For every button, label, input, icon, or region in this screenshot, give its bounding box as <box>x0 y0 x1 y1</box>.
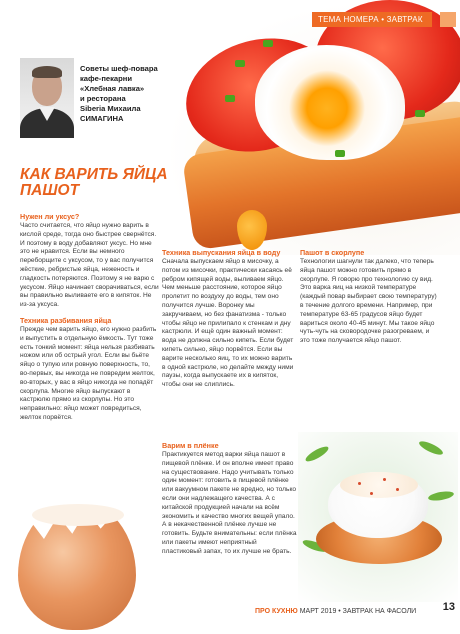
column-middle <box>162 248 297 390</box>
herb-piece <box>263 40 273 47</box>
footer-brand: ПРО КУХНЮ <box>255 608 298 615</box>
section-tag: ТЕМА НОМЕРА • ЗАВТРАК <box>312 12 432 27</box>
hero-photo-egg-toast <box>165 0 460 255</box>
eggshell-photo <box>18 480 136 630</box>
eggshell-inner <box>32 504 124 526</box>
section-text: Часто считается, что яйцо нужно варить в кислой среде, тогда оно быстрее свернётся. И поэтому в воду добавляют уксус. Но мне это не нравится. Если вы немного переборщите с уксусом, то у вас получится жёсткие, ребристые яйца, неженость и гладкость потеряются. Поэтому я не варю с уксусом. Яйцо начинает сворачиваться, если вы правильно выливаете его в кипяток. Не из-за уксуса. <box>20 222 159 309</box>
section-heading: Нужен ли уксус? <box>20 212 80 221</box>
pepper-fleck <box>396 488 399 491</box>
footer-issue: МАРТ 2019 • ЗАВТРАК НА ФАСОЛИ <box>297 608 417 615</box>
section-text: Прежде чем варить яйцо, его нужно разбить и выпустить в отдельную ёмкость. Тут тоже есть тонкий момент: яйца нельзя разбивать ножом или об острый угол. Если вы бьёте яйцо о тупую или ровную поверхность, то, во-первых, вы никогда не повредим желток, во-вторых, у вас в яйцо никогда не попадёт скорлупа. Многие яйцо выпускают в кастрюлю прямо из скорлупы. Но это неправильно: яйцо может повредиться, желток порвётся. <box>20 325 157 421</box>
herb-piece <box>225 95 235 102</box>
section-heading: Пашот в скорлупе <box>300 248 365 257</box>
column-right <box>300 248 440 346</box>
poached-egg <box>255 45 405 160</box>
section-text: Практикуется метод варки яйца пашот в пищевой плёнке. И он вполне имеет право на существование. Надо учитывать только один момент: готовить в пищевой плёнке или вакуумном пакете не вредно, но только если они надлежащего качества. А с китайской продукцией начали на всём экономить и качество многих вещей упало. А в некачественной плёнке лучше не готовить. Будьте внимательны: если плёнка или пакеты имеют неприятный пластиковый запах, то их лучше не брать. <box>162 451 297 555</box>
author-photo-hair <box>32 66 62 78</box>
author-caption-line: Siberia Михаила <box>80 104 141 113</box>
pepper-fleck <box>370 492 373 495</box>
section-heading: Техника выпускания яйца в воду <box>162 248 281 257</box>
poached-egg-photo <box>298 432 458 602</box>
author-caption <box>80 64 170 124</box>
article-title-line: ПАШОТ <box>20 182 80 199</box>
yolk-drip <box>237 210 267 250</box>
page-number: 13 <box>442 601 455 613</box>
author-caption-line: «Хлебная лавка» <box>80 84 145 93</box>
author-photo <box>20 58 74 138</box>
section-tag-accent <box>440 12 456 27</box>
column-left <box>20 212 160 423</box>
author-name: СИМАГИНА <box>80 114 124 123</box>
herb-piece <box>235 60 245 67</box>
pepper-fleck <box>358 482 361 485</box>
article-title-line: КАК ВАРИТЬ ЯЙЦА <box>20 166 168 183</box>
pepper-fleck <box>383 478 386 481</box>
herb-piece <box>415 110 425 117</box>
herb-piece <box>335 150 345 157</box>
sauce <box>340 472 418 498</box>
section-heading: Техника разбивания яйца <box>20 315 112 325</box>
author-caption-line: и ресторана <box>80 94 126 103</box>
column-middle-lower <box>162 441 297 557</box>
author-caption-line: кафе-пекарни <box>80 74 133 83</box>
page-footer <box>255 608 435 620</box>
author-caption-line: Советы шеф-повара <box>80 64 158 73</box>
article-title <box>20 167 170 199</box>
section-heading: Варим в плёнке <box>162 441 219 450</box>
section-text: Сначала выпускаем яйцо в мисочку, а потом из мисочки, практически касаясь её ребром кипящей воды, выливаем яйцо. Чем меньше расстояние, которое яйцо пролетит по воздуху до воды, тем оно получится лучше. Воронку мы закручиваем, но без фанатизма - только чтобы яйцо не прилипало к стенкам и дну кастрюли. И ещё один важный момент: вода не должна сильно кипеть. Если будет кипеть сильно, яйцо порвётся. Если вы варите несколько яиц, то их можно варить в одной кастрюле, но делайте между ними паузы, когда выпускаете их в кипяток, чтобы они не слиплись. <box>162 258 294 389</box>
section-text: Технологии шагнули так далеко, что теперь яйца пашот можно готовить прямо в скорлупе. Я говорю про технологию су вид. Это варка яиц на низкой температуре (каждый повар выбирает свою температуру) в течение долгого времени. Например, при температуре 63-65 градусов яйцо будет вариться около 40-45 минут. Мы такое яйцо чуть-чуть на сковородочке разогреваем, и это тоже получается яйцо пашот. <box>300 258 437 345</box>
